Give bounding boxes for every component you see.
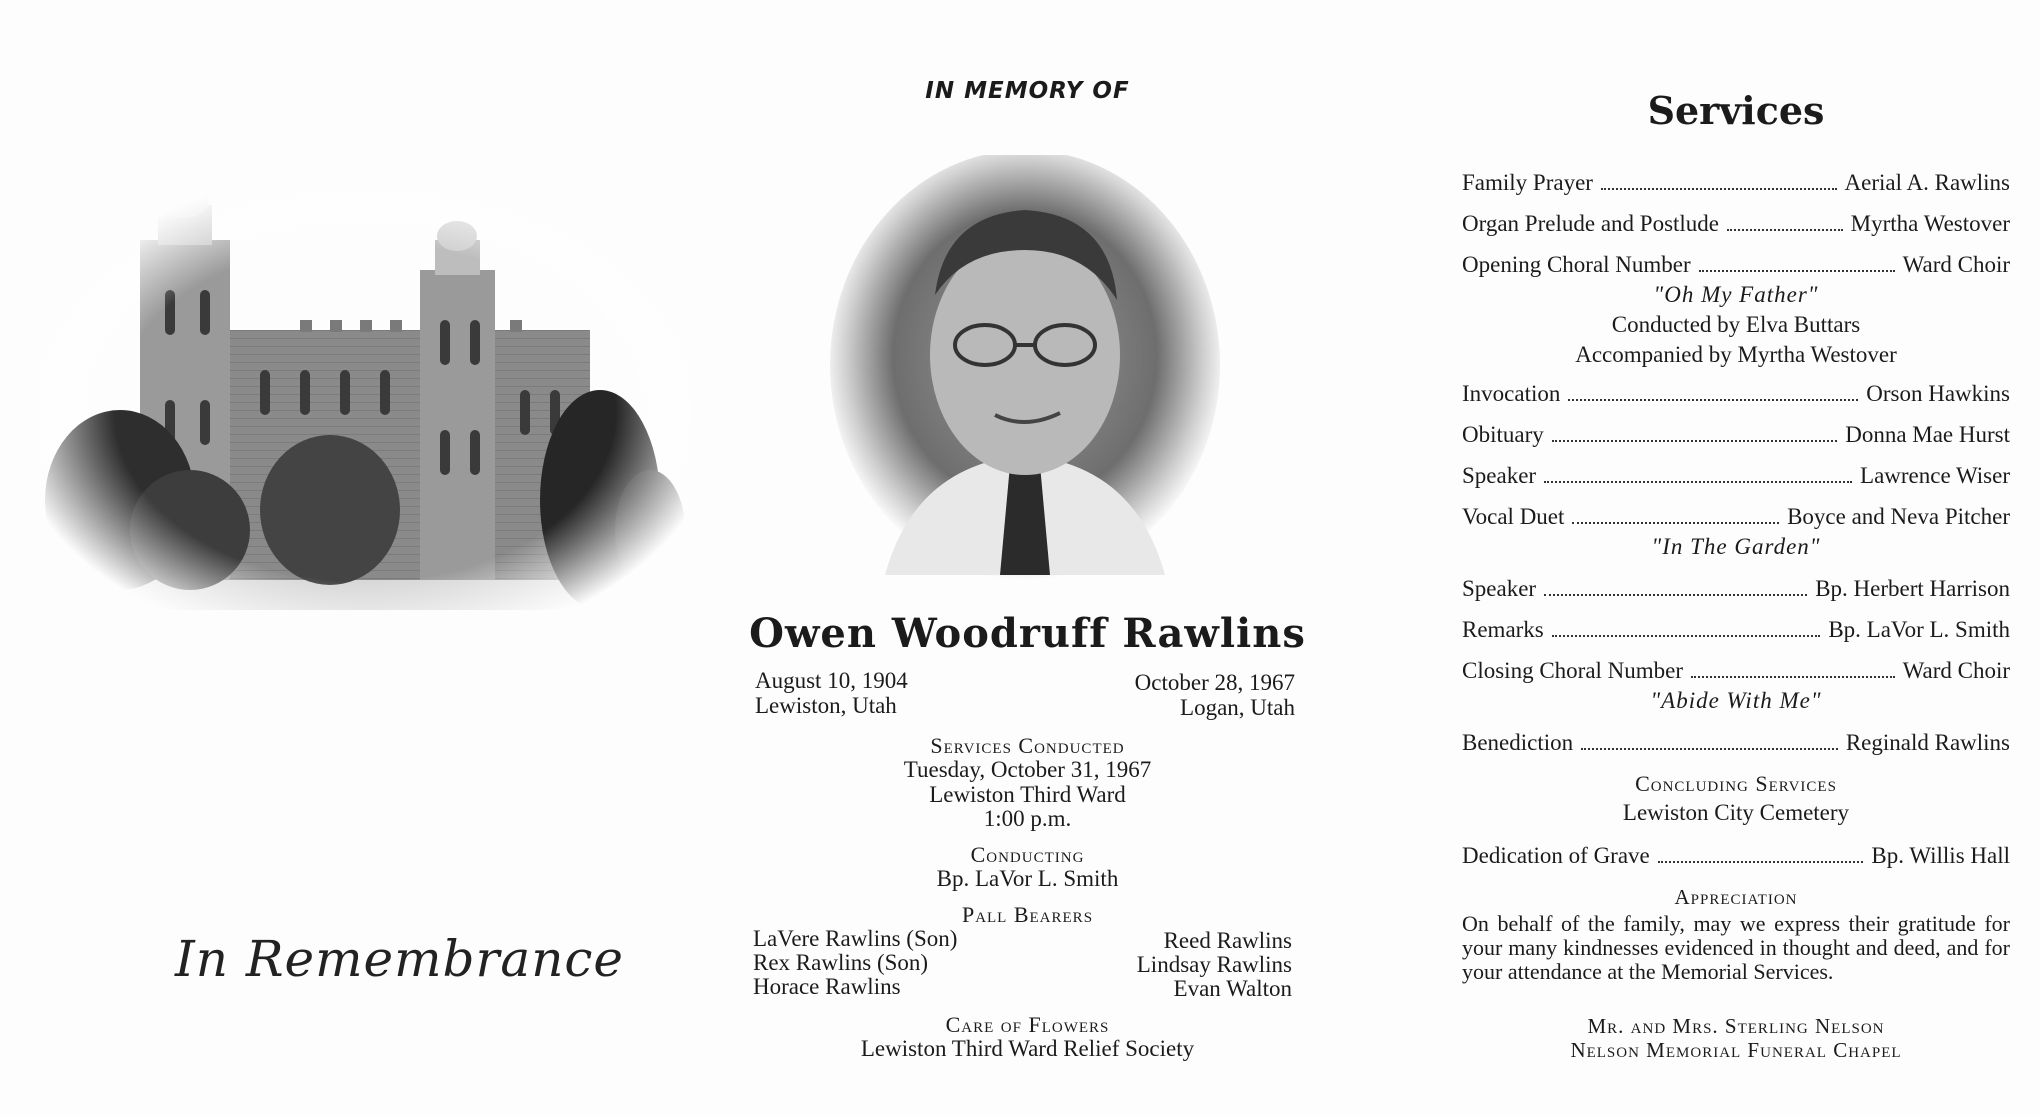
- program-item: [1462, 504, 2010, 530]
- program-item-label: Benediction: [1462, 730, 1574, 755]
- services-time: 1:00 p.m.: [983, 806, 1072, 831]
- program-item: [1462, 381, 2010, 407]
- hymn-title: "Abide With Me": [1650, 688, 1822, 713]
- program-item-person: Ward Choir: [1902, 252, 2010, 277]
- leader-dots: [1658, 861, 1864, 863]
- program-item: [1462, 252, 2010, 278]
- center-panel: [705, 0, 1350, 1117]
- left-panel: [0, 0, 705, 1117]
- leader-dots: [1552, 635, 1821, 637]
- program-note: Accompanied by Myrtha Westover: [1575, 342, 1897, 367]
- pall-bearer: Rex Rawlins (Son): [753, 950, 929, 975]
- death-date: October 28, 1967: [1134, 670, 1295, 695]
- in-memory-heading: IN MEMORY OF: [925, 78, 1130, 104]
- deceased-name: Owen Woodruff Rawlins: [749, 610, 1306, 657]
- program-item-label: Vocal Duet: [1462, 504, 1565, 529]
- conducting-name: Bp. LaVor L. Smith: [936, 866, 1119, 891]
- concluding-services-label: Concluding Services: [1635, 771, 1837, 796]
- care-of-flowers-name: Lewiston Third Ward Relief Society: [860, 1036, 1195, 1061]
- program-item: [1462, 463, 2010, 489]
- program-item-label: Opening Choral Number: [1462, 252, 1691, 277]
- program-item: [1462, 658, 2010, 684]
- program-item: [1462, 730, 2010, 756]
- leader-dots: [1552, 440, 1837, 442]
- program-item-label: Remarks: [1462, 617, 1544, 642]
- pall-bearer: Reed Rawlins: [1163, 928, 1292, 953]
- conducting-label: Conducting: [970, 842, 1085, 867]
- pall-bearer: Horace Rawlins: [753, 974, 901, 999]
- hymn-title: "Oh My Father": [1653, 282, 1819, 307]
- signer-line: Mr. and Mrs. Sterling Nelson: [1587, 1014, 1885, 1038]
- leader-dots: [1581, 748, 1838, 750]
- program-item-label: Speaker: [1462, 463, 1537, 488]
- services-place: Lewiston Third Ward: [929, 782, 1126, 807]
- appreciation-label: Appreciation: [1674, 885, 1798, 909]
- program-item: [1462, 170, 2010, 196]
- death-place: Logan, Utah: [1180, 695, 1295, 720]
- services-conducted-label: Services Conducted: [930, 733, 1125, 758]
- program-item-person: Myrtha Westover: [1850, 211, 2010, 236]
- program-item-person: Ward Choir: [1902, 658, 2010, 683]
- services-day: Tuesday, October 31, 1967: [903, 757, 1152, 782]
- signer-line: Nelson Memorial Funeral Chapel: [1570, 1038, 1902, 1062]
- leader-dots: [1544, 481, 1852, 483]
- program-item: [1462, 422, 2010, 448]
- program-item: [1462, 211, 2010, 237]
- program-item-person: Aerial A. Rawlins: [1844, 170, 2010, 195]
- in-remembrance-text: In Remembrance: [175, 930, 625, 988]
- temple-illustration: [40, 170, 690, 610]
- leader-dots: [1699, 270, 1895, 272]
- birth-date: August 10, 1904: [755, 668, 908, 693]
- concluding-services-place: Lewiston City Cemetery: [1622, 800, 1850, 825]
- program-item-person: Lawrence Wiser: [1860, 463, 2010, 488]
- program-item: [1462, 843, 2010, 869]
- program-item: [1462, 617, 2010, 643]
- leader-dots: [1601, 188, 1837, 190]
- program-item-person: Bp. LaVor L. Smith: [1828, 617, 2010, 642]
- program-item: [1462, 576, 2010, 602]
- services-panel: [1462, 0, 2010, 1117]
- program-item-label: Invocation: [1462, 381, 1561, 406]
- program-item-person: Bp. Willis Hall: [1871, 843, 2010, 868]
- care-of-flowers-label: Care of Flowers: [945, 1012, 1110, 1037]
- portrait-photo: [825, 155, 1225, 585]
- program-item-label: Obituary: [1462, 422, 1544, 447]
- program-item-person: Bp. Herbert Harrison: [1815, 576, 2010, 601]
- program-item-person: Boyce and Neva Pitcher: [1787, 504, 2010, 529]
- leader-dots: [1544, 594, 1807, 596]
- leader-dots: [1691, 676, 1895, 678]
- leader-dots: [1727, 229, 1843, 231]
- program-item-label: Speaker: [1462, 576, 1537, 601]
- pall-bearer: Lindsay Rawlins: [1136, 952, 1292, 977]
- pall-bearers-label: Pall Bearers: [961, 902, 1094, 927]
- program-item-label: Organ Prelude and Postlude: [1462, 211, 1720, 236]
- leader-dots: [1568, 399, 1858, 401]
- appreciation-text: On behalf of the family, may we express their gratitude for your many kindnesses evidenced in thought and deed, and for your attendance at the Memorial Services.: [1462, 911, 2010, 984]
- program-item-label: Family Prayer: [1462, 170, 1593, 195]
- leader-dots: [1572, 522, 1779, 524]
- hymn-title: "In The Garden": [1651, 534, 1821, 559]
- pall-bearer: LaVere Rawlins (Son): [753, 926, 958, 951]
- pall-bearer: Evan Walton: [1173, 976, 1292, 1001]
- program-item-label: Dedication of Grave: [1462, 843, 1650, 868]
- birth-place: Lewiston, Utah: [755, 693, 897, 718]
- services-title: Services: [1647, 88, 1825, 133]
- program-item-person: Reginald Rawlins: [1845, 730, 2010, 755]
- program-item-label: Closing Choral Number: [1462, 658, 1684, 683]
- program-item-person: Donna Mae Hurst: [1845, 422, 2010, 447]
- program-item-person: Orson Hawkins: [1866, 381, 2010, 406]
- program-note: Conducted by Elva Buttars: [1611, 312, 1861, 337]
